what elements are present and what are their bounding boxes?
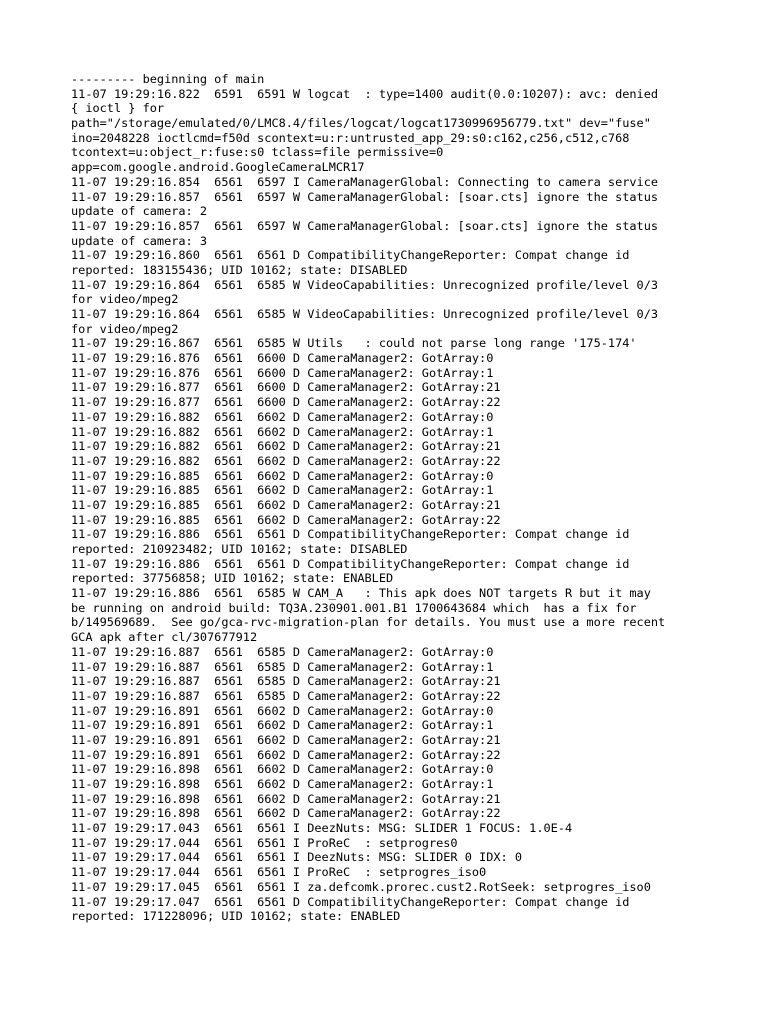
log-line: 11-07 19:29:16.867 6561 6585 W Utils : could not parse long range '175-174' (71, 336, 637, 351)
log-line: 11-07 19:29:16.886 6561 6561 D CompatibilityChangeReporter: Compat change id (71, 556, 630, 571)
log-line: tcontext=u:object_r:fuse:s0 tclass=file permissive=0 (71, 145, 444, 160)
log-line: 11-07 19:29:16.886 6561 6561 D CompatibilityChangeReporter: Compat change id (71, 527, 630, 542)
log-line: update of camera: 3 (71, 233, 208, 248)
log-line: 11-07 19:29:16.882 6561 6602 D CameraManager2: GotArray:21 (71, 439, 501, 454)
log-line: 11-07 19:29:16.898 6561 6602 D CameraManager2: GotArray:0 (71, 762, 494, 777)
log-line: 11-07 19:29:16.860 6561 6561 D CompatibilityChangeReporter: Compat change id (71, 248, 630, 263)
log-line: 11-07 19:29:16.898 6561 6602 D CameraManager2: GotArray:1 (71, 777, 494, 791)
log-line: reported: 183155436; UID 10162; state: DISABLED (71, 262, 408, 277)
log-line: 11-07 19:29:16.882 6561 6602 D CameraManager2: GotArray:22 (71, 453, 501, 468)
log-line: 11-07 19:29:16.887 6561 6585 D CameraManager2: GotArray:21 (71, 674, 501, 689)
log-line: update of camera: 2 (71, 204, 208, 219)
log-line: 11-07 19:29:16.891 6561 6602 D CameraManager2: GotArray:21 (71, 732, 501, 747)
log-line: { ioctl } for (71, 101, 165, 116)
log-line: --------- beginning of main (71, 72, 265, 86)
log-line: 11-07 19:29:16.885 6561 6602 D CameraManager2: GotArray:21 (71, 497, 501, 512)
log-line: for video/mpeg2 (71, 292, 179, 307)
log-line: 11-07 19:29:16.864 6561 6585 W VideoCapabilities: Unrecognized profile/level 0/3 (71, 307, 659, 321)
log-line: 11-07 19:29:17.047 6561 6561 D CompatibilityChangeReporter: Compat change id (71, 894, 630, 909)
log-line: 11-07 19:29:16.898 6561 6602 D CameraManager2: GotArray:22 (71, 806, 501, 821)
log-line: 11-07 19:29:16.864 6561 6585 W VideoCapabilities: Unrecognized profile/level 0/3 (71, 277, 659, 292)
log-line: GCA apk after cl/307677912 (71, 630, 258, 645)
log-line: 11-07 19:29:17.044 6561 6561 I ProReC : setprogres0 (71, 835, 458, 850)
log-line: app=com.google.android.GoogleCameraLMCR17 (71, 160, 365, 175)
log-line: ino=2048228 ioctlcmd=f50d scontext=u:r:untrusted_app_29:s0:c162,c256,c512,c768 (71, 130, 630, 145)
log-line: 11-07 19:29:16.885 6561 6602 D CameraManager2: GotArray:22 (71, 512, 501, 527)
log-line: reported: 210923482; UID 10162; state: DISABLED (71, 542, 408, 556)
log-line: 11-07 19:29:16.882 6561 6602 D CameraManager2: GotArray:1 (71, 424, 494, 439)
log-line: 11-07 19:29:16.887 6561 6585 D CameraManager2: GotArray:1 (71, 659, 494, 674)
log-line: 11-07 19:29:16.877 6561 6600 D CameraManager2: GotArray:21 (71, 380, 501, 395)
log-line: be running on android build: TQ3A.230901.001.B1 1700643684 which has a fix for (71, 600, 637, 615)
log-line: path="/storage/emulated/0/LMC8.4/files/logcat/logcat1730996956779.txt" dev="fuse" (71, 116, 651, 131)
logcat-output (71, 72, 711, 924)
log-line: 11-07 19:29:16.882 6561 6602 D CameraManager2: GotArray:0 (71, 409, 494, 424)
log-line: 11-07 19:29:16.885 6561 6602 D CameraManager2: GotArray:0 (71, 468, 494, 483)
log-line: 11-07 19:29:16.857 6561 6597 W CameraManagerGlobal: [soar.cts] ignore the status (71, 218, 659, 233)
log-line: 11-07 19:29:16.822 6591 6591 W logcat : type=1400 audit(0.0:10207): avc: denied (71, 86, 659, 101)
log-line: 11-07 19:29:16.887 6561 6585 D CameraManager2: GotArray:0 (71, 644, 494, 659)
log-line: 11-07 19:29:17.044 6561 6561 I ProReC : setprogres_iso0 (71, 865, 487, 880)
log-line: 11-07 19:29:16.886 6561 6585 W CAM_A : This apk does NOT targets R but it may (71, 586, 651, 601)
log-line: 11-07 19:29:17.044 6561 6561 I DeezNuts: MSG: SLIDER 0 IDX: 0 (71, 850, 523, 865)
log-line: 11-07 19:29:16.854 6561 6597 I CameraManagerGlobal: Connecting to camera service (71, 174, 659, 189)
log-line: for video/mpeg2 (71, 321, 179, 336)
log-line: 11-07 19:29:16.857 6561 6597 W CameraManagerGlobal: [soar.cts] ignore the status (71, 189, 659, 204)
log-line: 11-07 19:29:17.043 6561 6561 I DeezNuts: MSG: SLIDER 1 FOCUS: 1.0E-4 (71, 821, 573, 836)
log-line: 11-07 19:29:16.891 6561 6602 D CameraManager2: GotArray:0 (71, 703, 494, 718)
log-line: reported: 171228096; UID 10162; state: ENABLED (71, 909, 401, 924)
log-line: b/149569689. See go/gca-rvc-migration-plan for details. You must use a more recent (71, 615, 666, 630)
log-line: 11-07 19:29:16.885 6561 6602 D CameraManager2: GotArray:1 (71, 483, 494, 498)
log-line: reported: 37756858; UID 10162; state: ENABLED (71, 571, 394, 586)
log-line: 11-07 19:29:16.887 6561 6585 D CameraManager2: GotArray:22 (71, 688, 501, 703)
log-line: 11-07 19:29:16.877 6561 6600 D CameraManager2: GotArray:22 (71, 395, 501, 410)
log-line: 11-07 19:29:16.891 6561 6602 D CameraManager2: GotArray:1 (71, 718, 494, 733)
log-line: 11-07 19:29:16.898 6561 6602 D CameraManager2: GotArray:21 (71, 791, 501, 806)
log-line: 11-07 19:29:17.045 6561 6561 I za.defcomk.prorec.cust2.RotSeek: setprogres_iso0 (71, 879, 651, 894)
log-line: 11-07 19:29:16.891 6561 6602 D CameraManager2: GotArray:22 (71, 747, 501, 762)
log-line: 11-07 19:29:16.876 6561 6600 D CameraManager2: GotArray:0 (71, 351, 494, 366)
log-line: 11-07 19:29:16.876 6561 6600 D CameraManager2: GotArray:1 (71, 365, 494, 380)
